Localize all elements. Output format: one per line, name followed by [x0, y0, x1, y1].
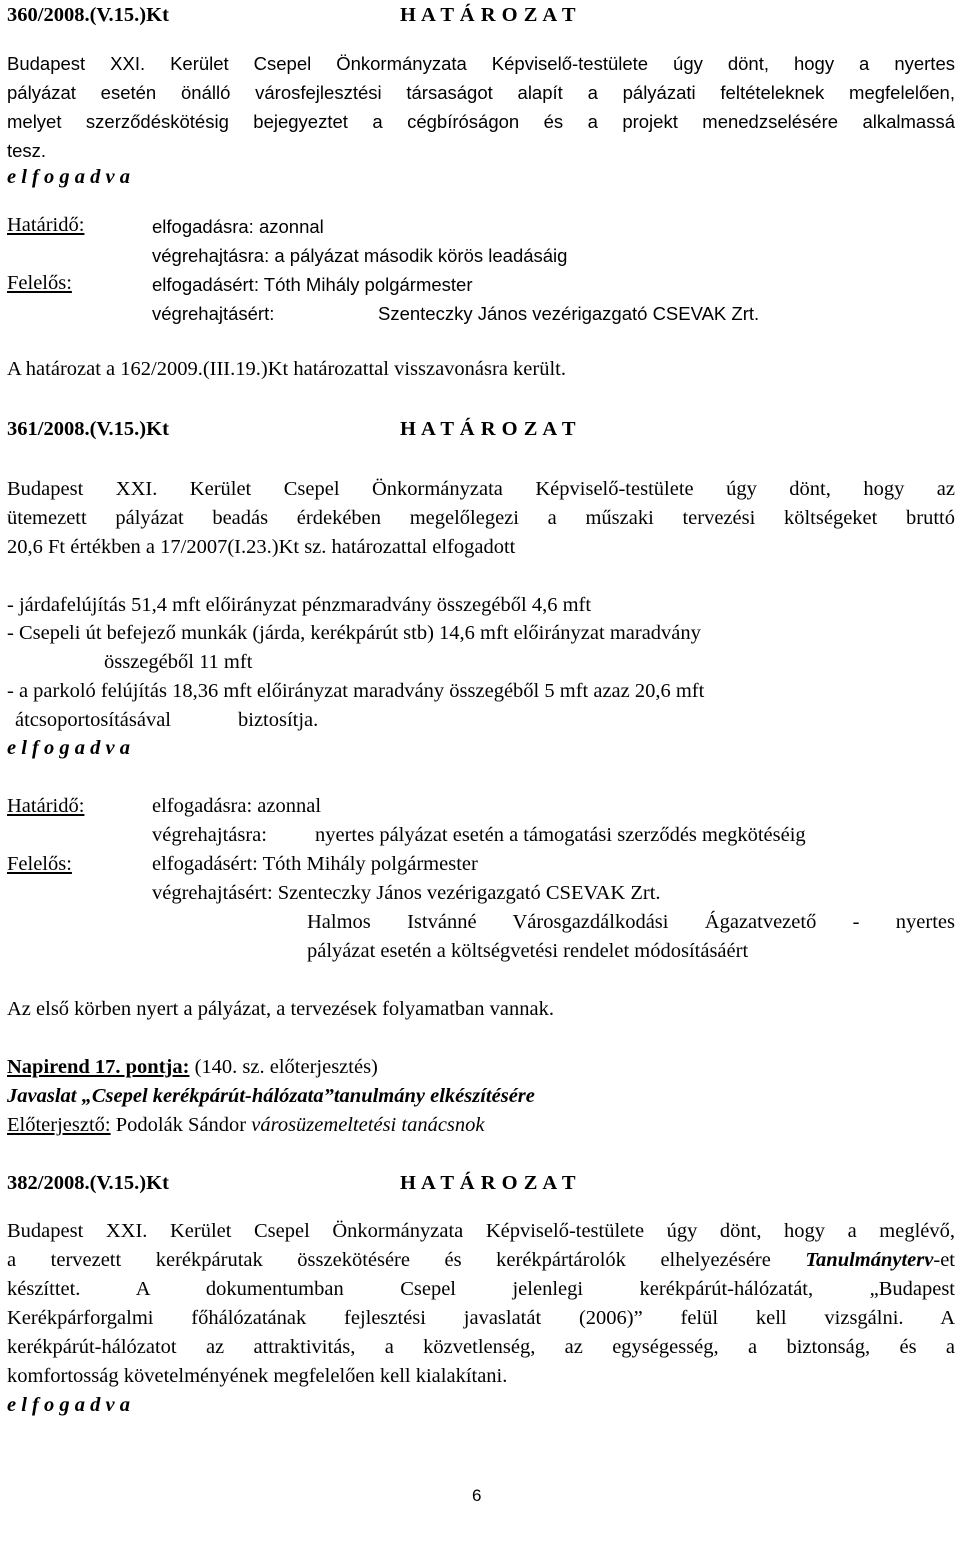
responsible-line: végrehajtásért:: [152, 303, 275, 324]
list-item: - a parkoló felújítás 18,36 mft előirányzat maradvány összegéből 5 mft azaz 20,6 mft: [7, 680, 705, 702]
deadline-line: elfogadásra: azonnal: [152, 216, 324, 237]
page-number: 6: [472, 1486, 482, 1505]
document-type: Tanulmányterv: [805, 1249, 934, 1271]
resolution-text-line: melyet szerződéskötésig bejegyeztet a cégbíróságon és a projekt menedzselésére alkalmassá: [7, 111, 955, 132]
presenter-name: Podolák Sándor: [110, 1114, 252, 1136]
agenda-line: [7, 1056, 378, 1079]
deadline-line: végrehajtásra:: [152, 824, 267, 846]
decision-status: e l f o g a d v a: [7, 1394, 130, 1416]
resolution-heading: H A T Á R O Z A T: [400, 1172, 576, 1194]
agenda-label: Napirend 17. pontja:: [7, 1056, 190, 1078]
resolution-text-line: ütemezett pályázat beadás érdekében megelőlegezi a műszaki tervezési költségeket bruttó: [7, 507, 955, 529]
responsible-line: Szenteczky János vezérigazgató CSEVAK Zrt.: [378, 303, 760, 324]
list-item: összegéből 11 mft: [104, 651, 253, 673]
decision-status: e l f o g a d v a: [7, 737, 130, 759]
deadline-line: végrehajtásra: a pályázat második körös leadásáig: [152, 245, 568, 266]
resolution-heading: H A T Á R O Z A T: [400, 418, 576, 440]
resolution-text-line: [7, 1249, 955, 1272]
resolution-text-line: 20,6 Ft értékben a 17/2007(I.23.)Kt sz. határozattal elfogadott: [7, 536, 516, 558]
presenter-role: városüzemeltetési tanácsnok: [251, 1114, 485, 1136]
decision-status: e l f o g a d v a: [7, 166, 130, 188]
list-item: biztosítja.: [238, 709, 319, 731]
presenter-label: Előterjesztő:: [7, 1114, 111, 1136]
responsible-line: végrehajtásért: Szenteczky János vezérigazgató CSEVAK Zrt.: [152, 882, 661, 904]
responsible-line: Halmos Istvánné Városgazdálkodási Ágazatvezető - nyertes: [307, 911, 955, 933]
resolution-text-line: készíttet. A dokumentumban Csepel jelenlegi kerékpárút-hálózatát, „Budapest: [7, 1278, 955, 1300]
responsible-line: elfogadásért: Tóth Mihály polgármester: [152, 274, 473, 295]
responsible-label: Felelős:: [7, 272, 72, 294]
resolution-text-line: tesz.: [7, 140, 47, 161]
responsible-line: pályázat esetén a költségvetési rendelet módosításáért: [307, 940, 749, 962]
resolution-note: A határozat a 162/2009.(III.19.)Kt határozattal visszavonásra került.: [7, 358, 566, 380]
list-item: - járdafelújítás 51,4 mft előirányzat pénzmaradvány összegéből 4,6 mft: [7, 594, 592, 616]
resolution-number: 382/2008.(V.15.)Kt: [7, 1172, 169, 1194]
resolution-heading: H A T Á R O Z A T: [400, 4, 576, 26]
responsible-line: elfogadásért: Tóth Mihály polgármester: [152, 853, 478, 875]
resolution-number: 360/2008.(V.15.)Kt: [7, 4, 169, 26]
list-item: átcsoportosításával: [15, 709, 171, 731]
resolution-text-line: kerékpárút-hálózatot az attraktivitás, a közvetlenség, az egységesség, a biztonság, és a: [7, 1336, 955, 1358]
resolution-text-line: Kerékpárforgalmi főhálózatának fejlesztési javaslatát (2006)” felül kell vizsgálni. A: [7, 1307, 955, 1329]
resolution-text-line: Budapest XXI. Kerület Csepel Önkormányzata Képviselő-testülete úgy dönt, hogy az: [7, 478, 955, 500]
resolution-number: 361/2008.(V.15.)Kt: [7, 418, 169, 440]
text-segment: -et: [933, 1249, 955, 1271]
resolution-text-line: pályázat esetén önálló városfejlesztési társaságot alapít a pályázati feltételeknek megfelelően,: [7, 82, 955, 103]
resolution-note: Az első körben nyert a pályázat, a tervezések folyamatban vannak.: [7, 998, 554, 1020]
list-item: - Csepeli út befejező munkák (járda, kerékpárút stb) 14,6 mft előirányzat maradvány: [7, 622, 701, 644]
agenda-title: Javaslat „Csepel kerékpárút-hálózata”tanulmány elkészítésére: [7, 1085, 535, 1107]
text-segment: a tervezett kerékpárutak összekötésére és kerékpártárolók elhelyezésére: [7, 1249, 806, 1271]
deadline-line: elfogadásra: azonnal: [152, 795, 322, 817]
resolution-text-line: Budapest XXI. Kerület Csepel Önkormányzata Képviselő-testülete úgy dönt, hogy a nyertes: [7, 53, 955, 74]
presenter-line: [7, 1114, 485, 1137]
deadline-label: Határidő:: [7, 214, 85, 236]
resolution-text-line: komfortosság követelményének megfelelően kell kialakítani.: [7, 1365, 508, 1387]
responsible-label: Felelős:: [7, 853, 72, 875]
deadline-label: Határidő:: [7, 795, 85, 817]
agenda-ref: (140. sz. előterjesztés): [189, 1056, 378, 1078]
resolution-text-line: Budapest XXI. Kerület Csepel Önkormányzata Képviselő-testülete úgy dönt, hogy a meglévő,: [7, 1220, 955, 1242]
deadline-line: nyertes pályázat esetén a támogatási szerződés megkötéséig: [315, 824, 806, 846]
